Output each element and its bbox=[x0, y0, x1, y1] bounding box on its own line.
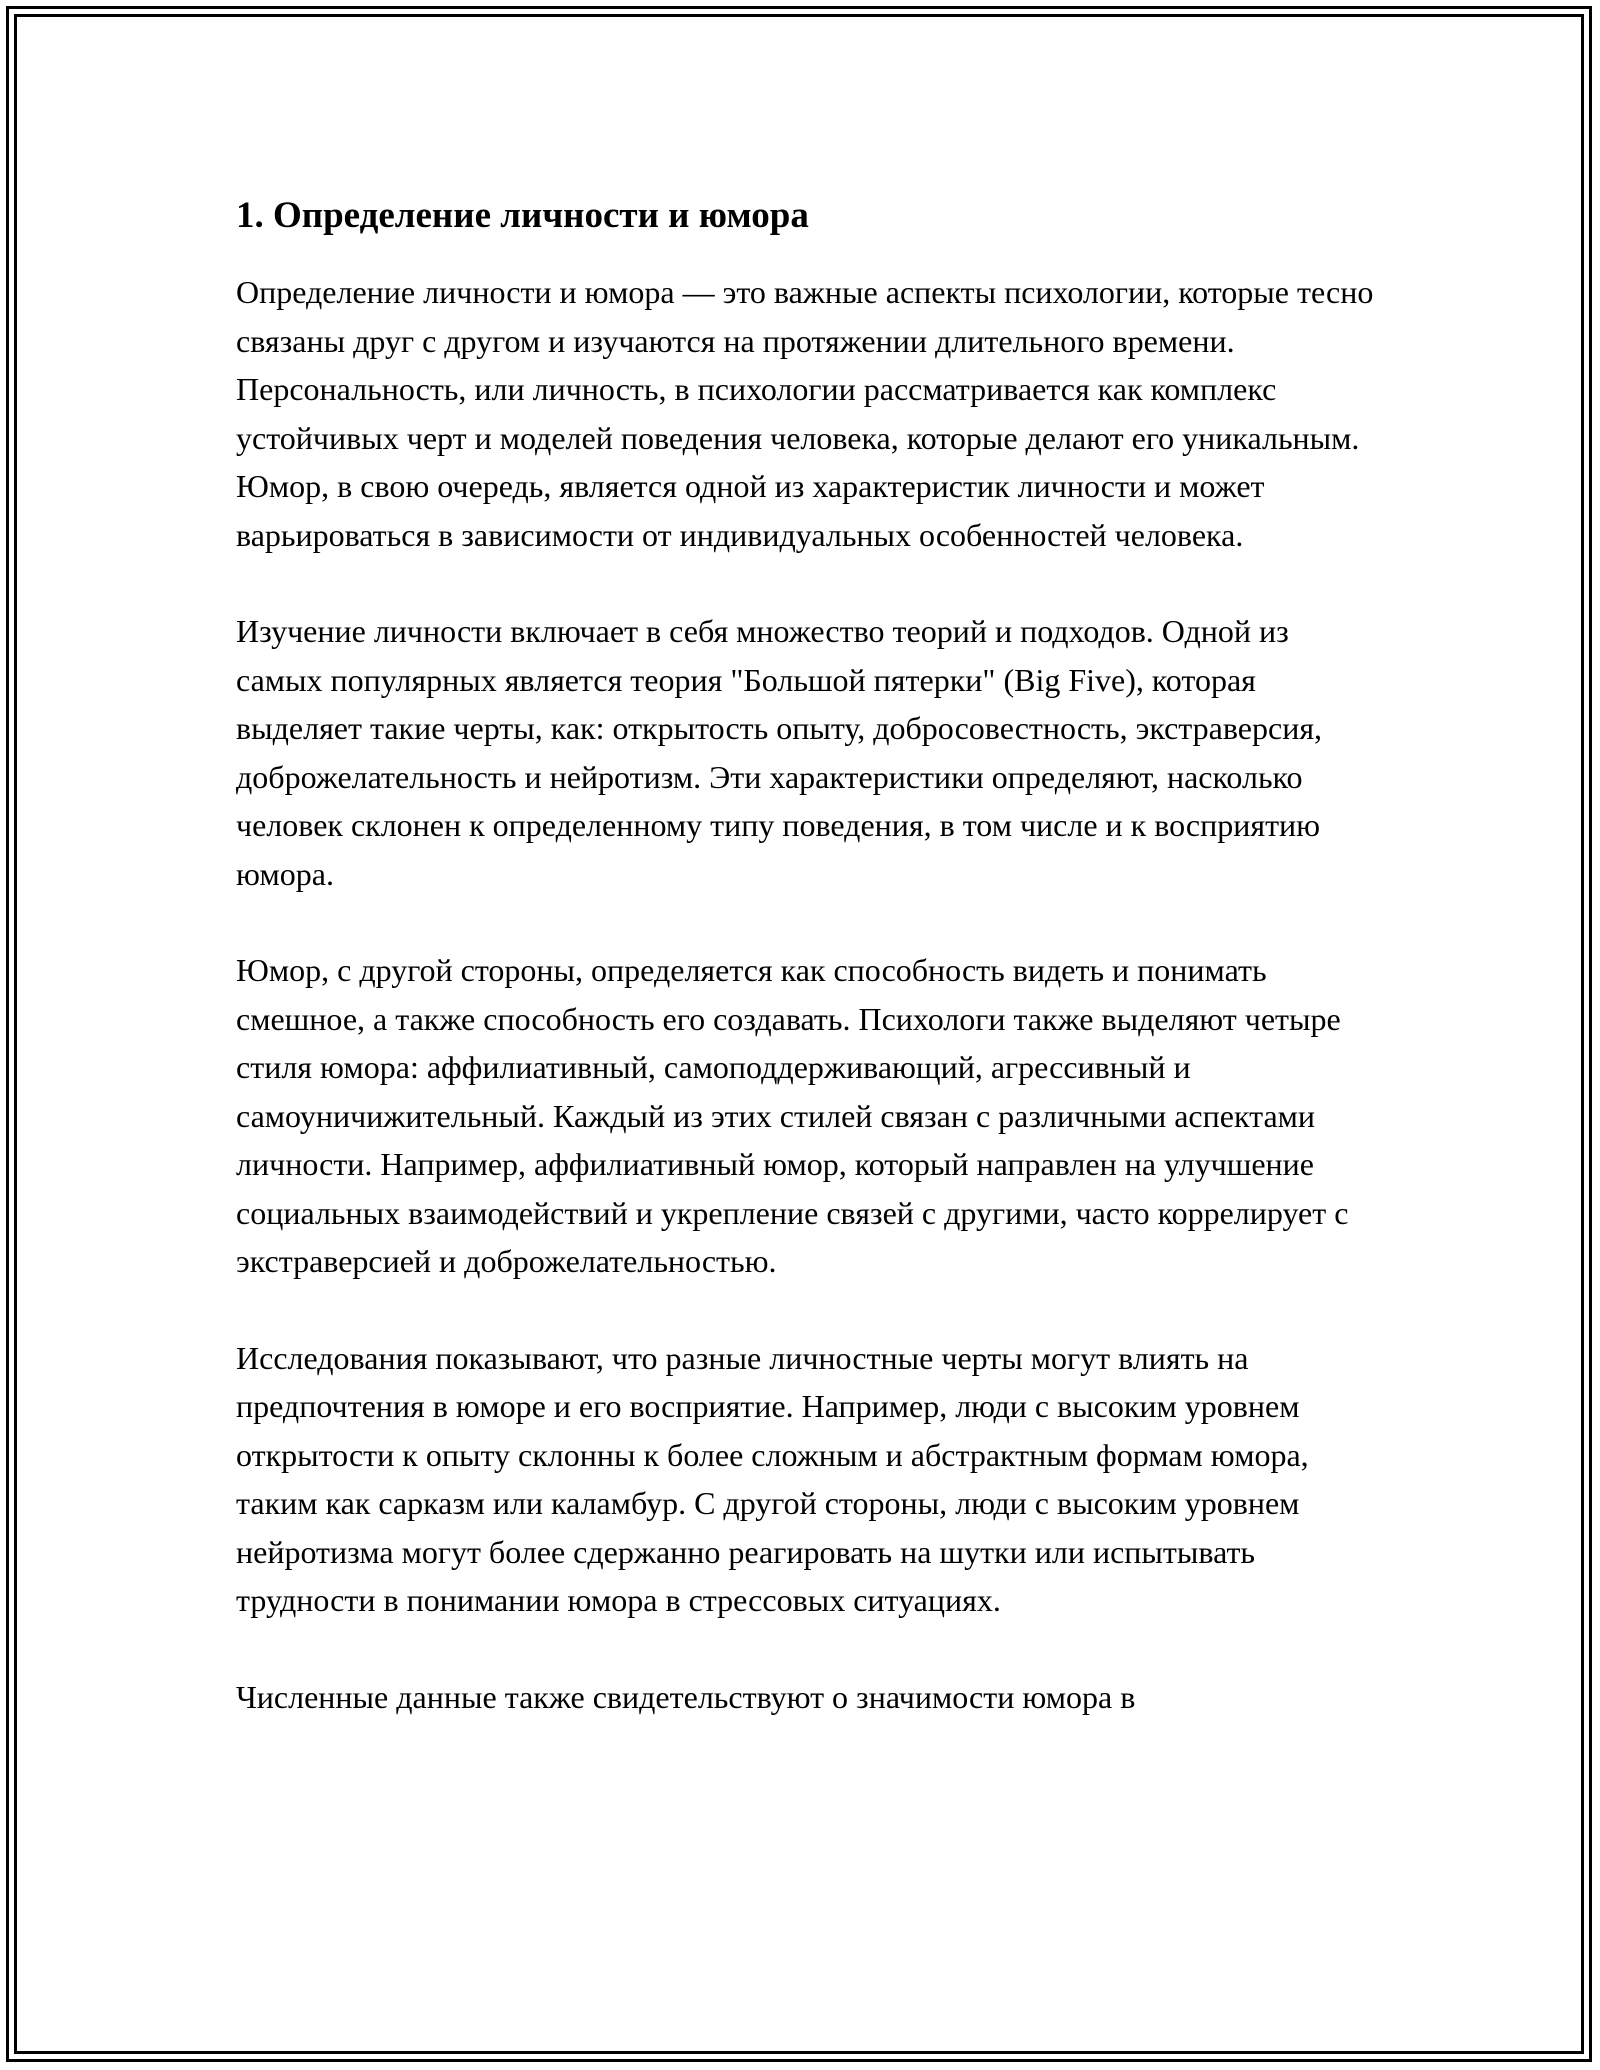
paragraph-5: Численные данные также свидетельствуют о значимости юмора в bbox=[236, 1678, 1136, 1715]
paragraph-3: Юмор, с другой стороны, определяется как способность видеть и понимать смешное, а также способность его создавать. Психологи также выделяют четыре стиля юмора: аффилиативный, самоподдерживающий, агрессивный и самоуничижительный. Каждый из этих стилей связан с различными аспектами личности. Например, аффилиативный юмор, который направлен на улучшение социальных взаимодействий и укрепление связей с другими, часто коррелирует с экстраверсией и доброжелательностью. bbox=[236, 952, 1349, 1279]
document-body bbox=[236, 186, 1376, 1769]
paragraph-1: Определение личности и юмора — это важные аспекты психологии, которые тесно связаны друг с другом и изучаются на протяжении длительного времени. Персональность, или личность, в психологии рассматривается как комплекс устойчивых черт и моделей поведения человека, которые делают его уникальным. Юмор, в свою очередь, является одной из характеристик личности и может варьироваться в зависимости от индивидуальных особенностей человека. bbox=[236, 274, 1374, 553]
section-heading: 1. Определение личности и юмора bbox=[236, 195, 809, 236]
paragraph-4: Исследования показывают, что разные личностные черты могут влиять на предпочтения в юморе и его восприятие. Например, люди с высоким уровнем открытости к опыту склонны к более сложным и абстрактным формам юмора, таким как сарказм или каламбур. С другой стороны, люди с высоким уровнем нейротизма могут более сдержанно реагировать на шутки или испытывать трудности в понимании юмора в стрессовых ситуациях. bbox=[236, 1339, 1309, 1618]
paragraph-2: Изучение личности включает в себя множество теорий и подходов. Одной из самых популярных является теория "Большой пятерки" (Big Five), которая выделяет такие черты, как: открытость опыту, добросовестность, экстраверсия, доброжелательность и нейротизм. Эти характеристики определяют, насколько человек склонен к определенному типу поведения, в том числе и к восприятию юмора. bbox=[236, 613, 1323, 892]
